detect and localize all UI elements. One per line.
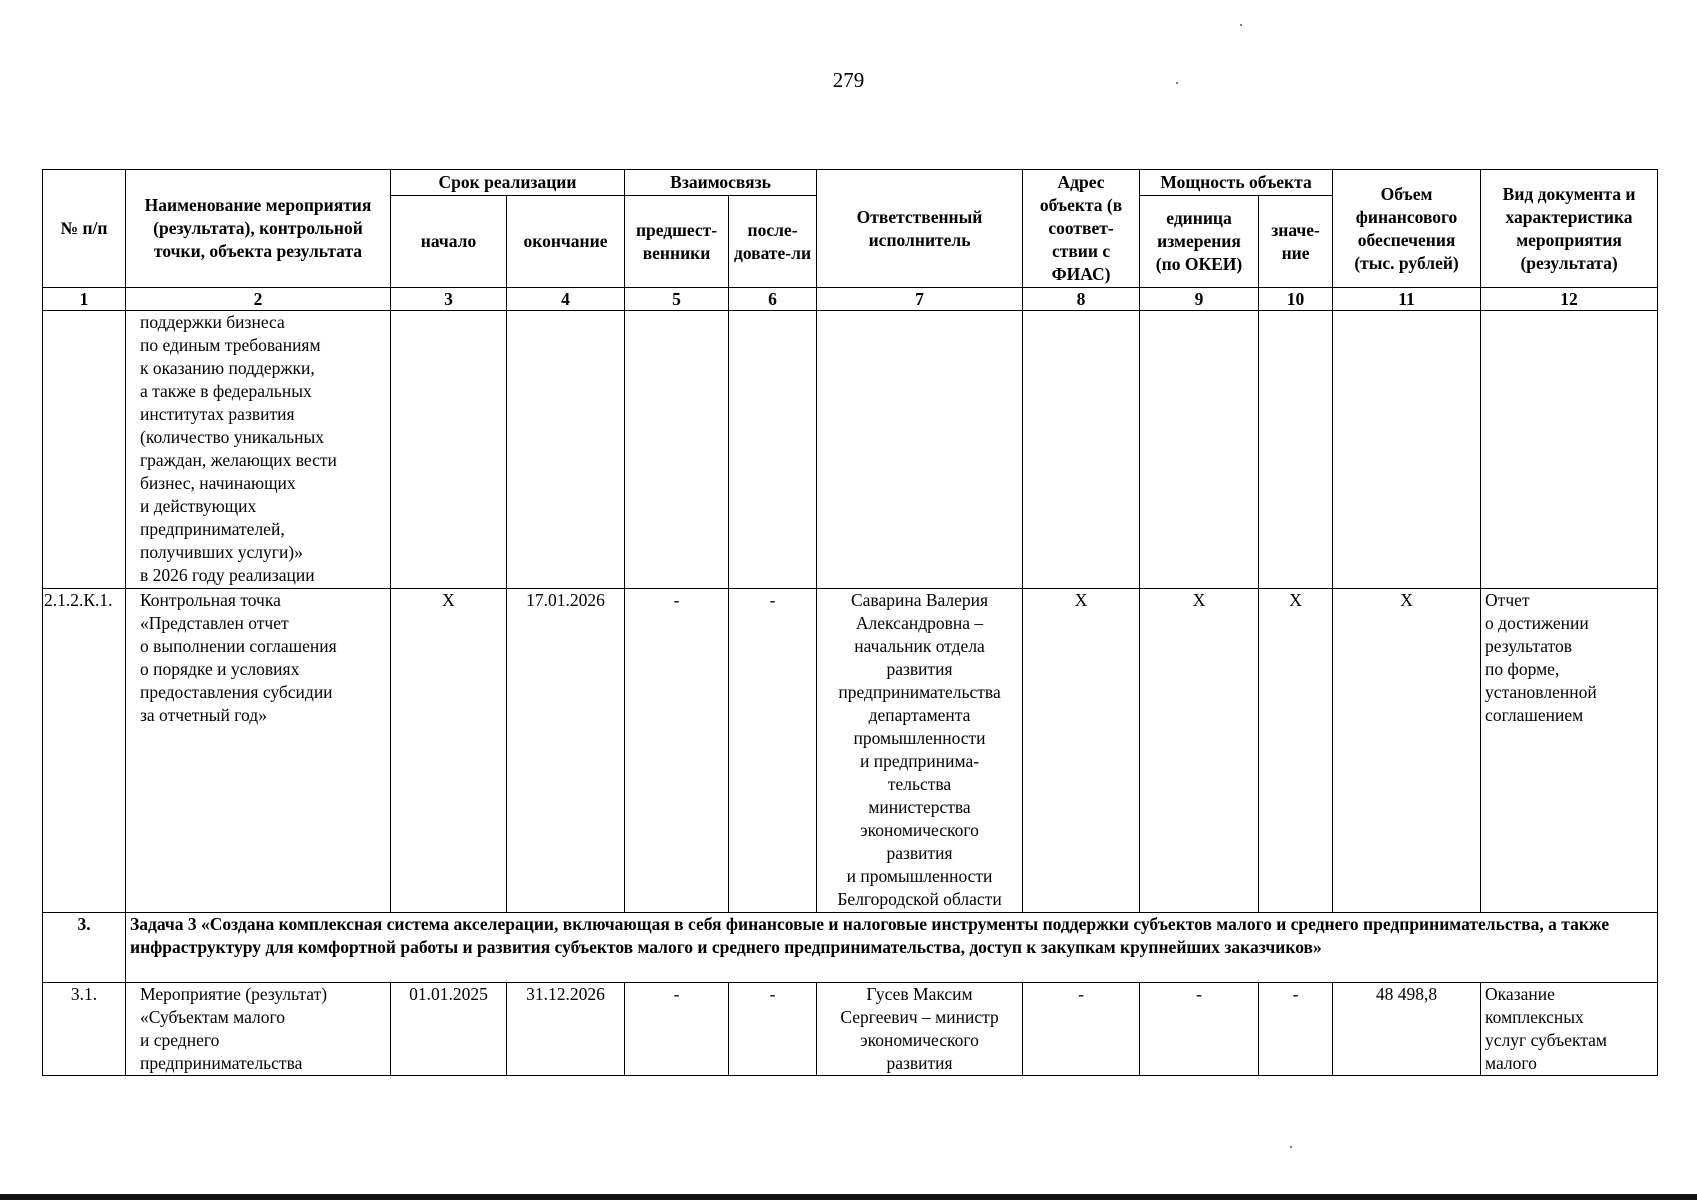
table-row-task	[43, 913, 1658, 983]
header-row-1	[43, 170, 1658, 196]
header-successors: после-довате-ли	[729, 196, 817, 288]
cell-finance: 48 498,8	[1333, 983, 1481, 1076]
column-number: 10	[1259, 288, 1333, 311]
cell-doc: Отчет о достижении результатов по форме, установленной соглашением	[1481, 589, 1658, 913]
header-name: Наименование мероприятия (результата), контрольной точки, объекта результата	[126, 170, 391, 288]
cell-finance	[1333, 311, 1481, 589]
header-responsible: Ответственный исполнитель	[817, 170, 1023, 288]
cell-num: 2.1.2.К.1.	[43, 589, 126, 913]
column-number: 9	[1140, 288, 1259, 311]
header-finance: Объем финансового обеспечения (тыс. рублей)	[1333, 170, 1481, 288]
cell-prev: -	[625, 983, 729, 1076]
cell-value	[1259, 311, 1333, 589]
header-num: № п/п	[43, 170, 126, 288]
cell-doc: Оказание комплексных услуг субъектам малого	[1481, 983, 1658, 1076]
header-power-group: Мощность объекта	[1140, 170, 1333, 196]
cell-next: -	[729, 589, 817, 913]
cell-resp: Саварина Валерия Александровна – начальник отдела развития предпринимательства департамента промышленности и предпринима- тельства министерства экономического развития и промышленности Белгородской области	[817, 589, 1023, 913]
cell-addr: -	[1023, 983, 1140, 1076]
cell-unit	[1140, 311, 1259, 589]
cell-num: 3.	[43, 913, 126, 983]
cell-addr	[1023, 311, 1140, 589]
header-link-group: Взаимосвязь	[625, 170, 817, 196]
scan-speck	[1290, 1146, 1292, 1148]
scan-speck	[1176, 82, 1178, 84]
header-value: значе-ние	[1259, 196, 1333, 288]
cell-task-text: Задача 3 «Создана комплексная система акселерации, включающая в себя финансовые и налоговые инструменты поддержки субъектов малого и среднего предпринимательства, а также инфраструктуру для комфортной работы и развития субъектов малого и среднего предпринимательства, доступ к закупкам крупнейших заказчиков»	[126, 913, 1658, 983]
column-number: 6	[729, 288, 817, 311]
header-start: начало	[391, 196, 507, 288]
header-address: Адрес объекта (в соответ-ствии с ФИАС)	[1023, 170, 1140, 288]
cell-end: 31.12.2026	[507, 983, 625, 1076]
column-number: 7	[817, 288, 1023, 311]
table-row-checkpoint	[43, 589, 1658, 913]
column-number: 11	[1333, 288, 1481, 311]
cell-start: 01.01.2025	[391, 983, 507, 1076]
cell-num: 3.1.	[43, 983, 126, 1076]
cell-unit: -	[1140, 983, 1259, 1076]
cell-doc	[1481, 311, 1658, 589]
cell-prev	[625, 311, 729, 589]
cell-unit: X	[1140, 589, 1259, 913]
cell-name: Контрольная точка «Представлен отчет о выполнении соглашения о порядке и условиях предоставления субсидии за отчетный год»	[126, 589, 391, 913]
cell-name: поддержки бизнеса по единым требованиям к оказанию поддержки, а также в федеральных институтах развития (количество уникальных граждан, желающих вести бизнес, начинающих и действующих предпринимателей, получивших услуги)» в 2026 году реализации	[126, 311, 391, 589]
scan-speck	[1240, 24, 1242, 26]
column-number: 1	[43, 288, 126, 311]
cell-next	[729, 311, 817, 589]
table-row-measure	[43, 983, 1658, 1076]
cell-next: -	[729, 983, 817, 1076]
header-period-group: Срок реализации	[391, 170, 625, 196]
header-document: Вид документа и характеристика мероприятия (результата)	[1481, 170, 1658, 288]
cell-end	[507, 311, 625, 589]
cell-resp	[817, 311, 1023, 589]
scan-bottom-edge	[0, 1194, 1697, 1200]
column-number: 2	[126, 288, 391, 311]
column-number: 5	[625, 288, 729, 311]
column-number-row	[43, 288, 1658, 311]
column-number: 8	[1023, 288, 1140, 311]
cell-name: Мероприятие (результат) «Субъектам малого и среднего предпринимательства	[126, 983, 391, 1076]
cell-value: -	[1259, 983, 1333, 1076]
cell-end: 17.01.2026	[507, 589, 625, 913]
cell-resp: Гусев Максим Сергеевич – министр экономического развития	[817, 983, 1023, 1076]
cell-prev: -	[625, 589, 729, 913]
cell-start: X	[391, 589, 507, 913]
header-unit: единица измерения (по ОКЕИ)	[1140, 196, 1259, 288]
cell-start	[391, 311, 507, 589]
header-predecessors: предшест-венники	[625, 196, 729, 288]
cell-num	[43, 311, 126, 589]
column-number: 4	[507, 288, 625, 311]
table-row-continuation	[43, 311, 1658, 589]
column-number: 12	[1481, 288, 1658, 311]
header-end: окончание	[507, 196, 625, 288]
cell-addr: X	[1023, 589, 1140, 913]
cell-value: X	[1259, 589, 1333, 913]
column-number: 3	[391, 288, 507, 311]
cell-finance: X	[1333, 589, 1481, 913]
page-number: 279	[832, 68, 865, 92]
implementation-plan-table	[42, 169, 1658, 1076]
